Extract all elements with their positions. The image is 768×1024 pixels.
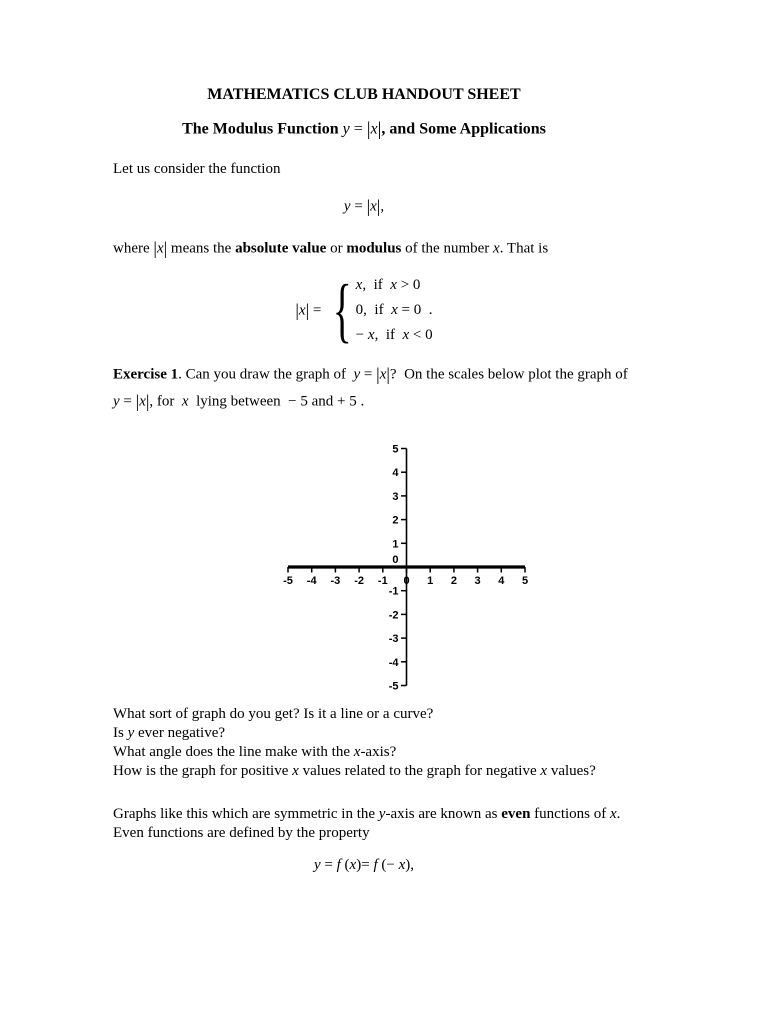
question-3: What angle does the line make with the x-axis? [113,744,397,760]
svg-text:-4: -4 [388,656,399,669]
piecewise-case-zero: 0, if x = 0 . [355,301,433,318]
exercise-line-1: Exercise 1. Can you draw the graph of y = |x|? On the scales below plot the graph of [113,364,628,384]
svg-text:-1: -1 [388,585,399,598]
question-2: Is y ever negative? [113,725,226,741]
svg-text:3: 3 [392,490,399,503]
questions [113,705,673,781]
svg-text:-4: -4 [306,575,317,587]
svg-text:-5: -5 [283,575,293,587]
piecewise-cases [356,273,433,348]
svg-text:0: 0 [403,575,410,587]
svg-text:0: 0 [392,554,399,566]
piecewise-lhs: |x| = [295,299,326,320]
where-definition-text: where |x| means the absolute value or modulus of the number x. That is [113,238,549,258]
piecewise-definition [113,270,615,350]
svg-text:5: 5 [392,443,399,456]
page-title: MATHEMATICS CLUB HANDOUT SHEET [207,86,521,103]
svg-text:4: 4 [392,467,399,480]
curly-brace: { [332,270,352,350]
svg-text:2: 2 [450,575,457,587]
svg-text:-3: -3 [388,633,399,646]
equation-modulus: y = |x|, [343,196,385,216]
plot-axes [270,438,540,698]
svg-text:-2: -2 [388,609,399,622]
svg-text:-3: -3 [330,575,341,587]
svg-text:2: 2 [392,514,399,527]
svg-text:5: 5 [521,575,529,587]
svg-text:1: 1 [427,575,434,587]
svg-text:1: 1 [392,538,399,551]
question-1: What sort of graph do you get? Is it a line or a curve? [113,706,434,722]
svg-text:-5: -5 [388,680,399,693]
svg-text:-1: -1 [377,575,388,587]
equation-even-function: y = f (x)= f (− x), [313,857,414,873]
question-4: How is the graph for positive x values related to the graph for negative x values? [113,763,596,779]
piecewise-case-positive: x, if x > 0 [355,276,421,293]
even-para-line-2: Even functions are defined by the property [113,825,370,841]
intro-text: Let us consider the function [113,161,281,177]
even-functions-paragraph [113,805,673,843]
exercise-1 [113,361,673,414]
exercise-line-2: y = |x|, for x lying between − 5 and + 5 . [113,390,365,411]
svg-text:3: 3 [474,575,481,587]
page-subtitle: The Modulus Function y = |x|, and Some Applications [182,119,546,140]
svg-text:4: 4 [498,575,505,587]
even-para-line-1: Graphs like this which are symmetric in the y-axis are known as even functions of x. [113,806,621,822]
blank-grid-chart [270,438,540,698]
svg-text:-2: -2 [354,575,364,587]
piecewise-case-negative: − x, if x < 0 [355,326,433,343]
